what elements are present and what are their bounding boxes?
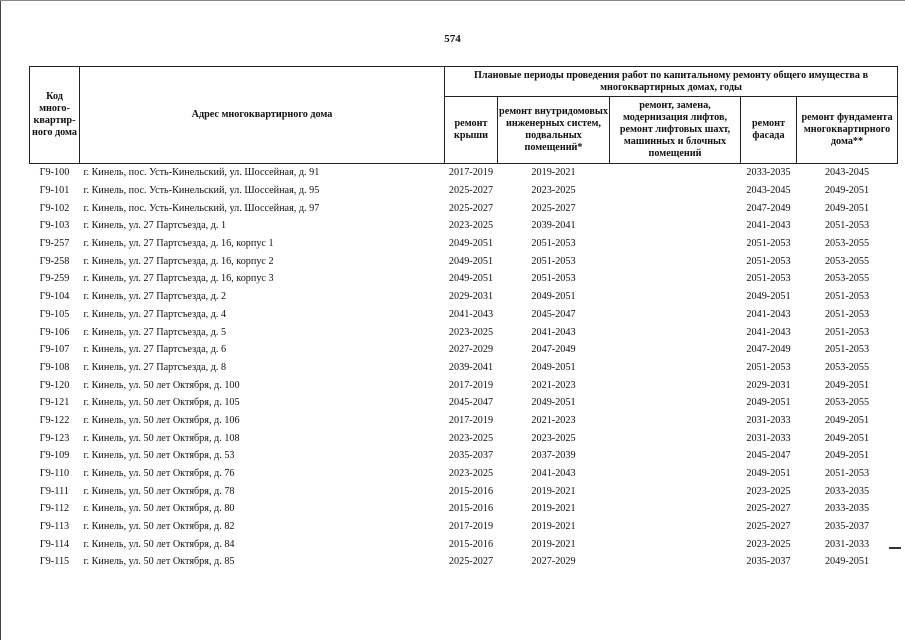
table-body — [30, 164, 898, 571]
cell-systems: 2051-2053 — [531, 238, 576, 250]
cell-roof: 2015-2016 — [448, 485, 494, 497]
cell-code: Г9-120 — [39, 379, 70, 391]
cell-roof: 2025-2027 — [448, 185, 494, 197]
table-row — [30, 535, 898, 553]
cell-facade: 2047-2049 — [746, 202, 791, 214]
cell-foundation: 2053-2055 — [824, 255, 870, 267]
cell-systems: 2049-2051 — [531, 361, 576, 373]
table-row — [30, 323, 898, 341]
cell-roof: 2049-2051 — [448, 273, 494, 285]
cell-systems: 2023-2025 — [531, 185, 576, 197]
page-edge-left — [0, 0, 1, 640]
cell-foundation: 2051-2053 — [824, 308, 870, 320]
cell-code: Г9-113 — [39, 521, 70, 533]
cell-lifts — [610, 553, 741, 571]
cell-lifts — [610, 500, 741, 518]
cell-facade: 2051-2053 — [746, 273, 791, 285]
cell-lifts — [610, 394, 741, 412]
cell-facade: 2043-2045 — [746, 185, 791, 197]
cell-systems: 2051-2053 — [531, 255, 576, 267]
cell-foundation: 2035-2037 — [824, 521, 870, 533]
cell-facade: 2023-2025 — [746, 538, 791, 550]
cell-facade: 2041-2043 — [746, 326, 791, 338]
cell-lifts — [610, 235, 741, 253]
cell-facade: 2051-2053 — [746, 361, 791, 373]
cell-systems: 2027-2029 — [531, 556, 576, 568]
cell-facade: 2033-2035 — [746, 167, 791, 179]
cell-lifts — [610, 376, 741, 394]
cell-foundation: 2053-2055 — [824, 361, 870, 373]
cell-roof: 2049-2051 — [448, 255, 494, 267]
cell-facade: 2049-2051 — [746, 291, 791, 303]
capital-repair-schedule-table — [29, 66, 898, 571]
cell-code: Г9-102 — [39, 202, 70, 214]
cell-foundation: 2051-2053 — [824, 326, 870, 338]
cell-code: Г9-258 — [39, 255, 70, 267]
cell-roof: 2041-2043 — [448, 308, 494, 320]
page-edge-top — [0, 0, 905, 1]
table-row — [30, 235, 898, 253]
cell-systems: 2019-2021 — [531, 485, 576, 497]
cell-foundation: 2049-2051 — [824, 414, 870, 426]
cell-code: Г9-121 — [39, 397, 70, 409]
table-header — [30, 67, 898, 164]
cell-address: г. Кинель, ул. 27 Партсъезда, д. 16, корпус 2 — [83, 255, 274, 267]
cell-foundation: 2053-2055 — [824, 238, 870, 250]
table-row — [30, 412, 898, 430]
cell-foundation: 2051-2053 — [824, 291, 870, 303]
cell-roof: 2015-2016 — [448, 503, 494, 515]
cell-code: Г9-101 — [39, 185, 70, 197]
cell-systems: 2019-2021 — [531, 538, 576, 550]
cell-code: Г9-112 — [39, 503, 70, 515]
header-address: Адрес многоквартирного дома — [80, 67, 445, 164]
cell-roof: 2023-2025 — [448, 468, 494, 480]
cell-code: Г9-257 — [39, 238, 70, 250]
table-row — [30, 252, 898, 270]
cell-address: г. Кинель, ул. 27 Партсъезда, д. 2 — [83, 291, 227, 303]
cell-facade: 2051-2053 — [746, 238, 791, 250]
header-code: Код много-квартир-ного дома — [30, 67, 80, 164]
cell-code: Г9-259 — [39, 273, 70, 285]
cell-code: Г9-108 — [39, 361, 70, 373]
cell-roof: 2017-2019 — [448, 379, 494, 391]
cell-address: г. Кинель, пос. Усть-Кинельский, ул. Шоссейная, д. 91 — [83, 167, 320, 179]
cell-code: Г9-122 — [39, 414, 70, 426]
cell-lifts — [610, 447, 741, 465]
cell-roof: 2015-2016 — [448, 538, 494, 550]
cell-lifts — [610, 288, 741, 306]
cell-code: Г9-107 — [39, 344, 70, 356]
cell-foundation: 2051-2053 — [824, 344, 870, 356]
cell-facade: 2035-2037 — [746, 556, 791, 568]
cell-code: Г9-111 — [40, 485, 69, 497]
header-periods-group: Плановые периоды проведения работ по капитальному ремонту общего имущества в многоквартирных домах, годы — [445, 67, 898, 97]
cell-lifts — [610, 482, 741, 500]
cell-systems: 2019-2021 — [531, 167, 576, 179]
header-lifts: ремонт, замена, модернизация лифтов, ремонт лифтовых шахт, машинных и блочных помещений — [610, 97, 741, 164]
cell-systems: 2025-2027 — [531, 202, 576, 214]
cell-roof: 2039-2041 — [448, 361, 494, 373]
cell-facade: 2045-2047 — [746, 450, 791, 462]
cell-roof: 2045-2047 — [448, 397, 494, 409]
cell-code: Г9-103 — [39, 220, 70, 232]
table-row — [30, 341, 898, 359]
table-row — [30, 518, 898, 536]
cell-code: Г9-110 — [39, 468, 70, 480]
cell-lifts — [610, 359, 741, 377]
cell-lifts — [610, 164, 741, 182]
table-row — [30, 429, 898, 447]
cell-facade: 2025-2027 — [746, 521, 791, 533]
cell-facade: 2023-2025 — [746, 485, 791, 497]
table-row — [30, 500, 898, 518]
cell-systems: 2041-2043 — [531, 326, 576, 338]
cell-address: г. Кинель, ул. 27 Партсъезда, д. 16, корпус 3 — [83, 273, 274, 285]
cell-facade: 2031-2033 — [746, 432, 791, 444]
header-systems: ремонт внутридомовых инженерных систем, подвальных помещений* — [498, 97, 610, 164]
cell-address: г. Кинель, ул. 27 Партсъезда, д. 1 — [83, 220, 227, 232]
cell-lifts — [610, 182, 741, 200]
cell-roof: 2049-2051 — [448, 238, 494, 250]
cell-roof: 2017-2019 — [448, 167, 494, 179]
cell-code: Г9-105 — [39, 308, 70, 320]
cell-roof: 2025-2027 — [448, 202, 494, 214]
table-row — [30, 376, 898, 394]
cell-lifts — [610, 341, 741, 359]
cell-systems: 2023-2025 — [531, 432, 576, 444]
cell-systems: 2021-2023 — [531, 414, 576, 426]
cell-foundation: 2033-2035 — [824, 503, 870, 515]
cell-address: г. Кинель, ул. 50 лет Октября, д. 82 — [83, 521, 235, 533]
cell-address: г. Кинель, ул. 27 Партсъезда, д. 6 — [83, 344, 227, 356]
cell-systems: 2019-2021 — [531, 521, 576, 533]
cell-address: г. Кинель, ул. 50 лет Октября, д. 76 — [83, 468, 235, 480]
cell-code: Г9-115 — [39, 556, 70, 568]
table-row — [30, 306, 898, 324]
cell-foundation: 2049-2051 — [824, 432, 870, 444]
cell-systems: 2037-2039 — [531, 450, 576, 462]
margin-dash-mark — [889, 547, 901, 549]
cell-address: г. Кинель, ул. 27 Партсъезда, д. 16, корпус 1 — [83, 238, 274, 250]
table-row — [30, 465, 898, 483]
cell-foundation: 2031-2033 — [824, 538, 870, 550]
cell-address: г. Кинель, ул. 50 лет Октября, д. 106 — [83, 414, 240, 426]
header-roof: ремонт крыши — [445, 97, 498, 164]
cell-lifts — [610, 465, 741, 483]
page-number: 574 — [444, 33, 461, 45]
cell-code: Г9-109 — [39, 450, 70, 462]
cell-address: г. Кинель, ул. 27 Партсъезда, д. 8 — [83, 361, 227, 373]
cell-lifts — [610, 323, 741, 341]
cell-facade: 2025-2027 — [746, 503, 791, 515]
table-row — [30, 217, 898, 235]
cell-lifts — [610, 412, 741, 430]
cell-address: г. Кинель, пос. Усть-Кинельский, ул. Шоссейная, д. 95 — [83, 185, 320, 197]
table-row — [30, 359, 898, 377]
cell-address: г. Кинель, ул. 50 лет Октября, д. 100 — [83, 379, 240, 391]
cell-lifts — [610, 199, 741, 217]
table-row — [30, 447, 898, 465]
cell-systems: 2019-2021 — [531, 503, 576, 515]
cell-foundation: 2049-2051 — [824, 185, 870, 197]
table-row — [30, 482, 898, 500]
cell-facade: 2049-2051 — [746, 468, 791, 480]
cell-code: Г9-123 — [39, 432, 70, 444]
cell-facade: 2041-2043 — [746, 220, 791, 232]
cell-address: г. Кинель, ул. 50 лет Октября, д. 85 — [83, 556, 235, 568]
cell-roof: 2023-2025 — [448, 432, 494, 444]
table-row — [30, 270, 898, 288]
cell-roof: 2027-2029 — [448, 344, 494, 356]
cell-facade: 2031-2033 — [746, 414, 791, 426]
cell-foundation: 2053-2055 — [824, 397, 870, 409]
cell-systems: 2047-2049 — [531, 344, 576, 356]
cell-address: г. Кинель, ул. 27 Партсъезда, д. 5 — [83, 326, 227, 338]
cell-roof: 2035-2037 — [448, 450, 494, 462]
cell-roof: 2025-2027 — [448, 556, 494, 568]
cell-code: Г9-104 — [39, 291, 70, 303]
cell-lifts — [610, 518, 741, 536]
cell-address: г. Кинель, ул. 50 лет Октября, д. 84 — [83, 538, 235, 550]
cell-systems: 2051-2053 — [531, 273, 576, 285]
table-row — [30, 164, 898, 182]
table-row — [30, 199, 898, 217]
cell-roof: 2029-2031 — [448, 291, 494, 303]
table-row — [30, 288, 898, 306]
cell-systems: 2021-2023 — [531, 379, 576, 391]
cell-code: Г9-100 — [39, 167, 70, 179]
cell-systems: 2045-2047 — [531, 308, 576, 320]
cell-lifts — [610, 429, 741, 447]
cell-facade: 2047-2049 — [746, 344, 791, 356]
table-row — [30, 553, 898, 571]
cell-address: г. Кинель, ул. 50 лет Октября, д. 105 — [83, 397, 240, 409]
cell-code: Г9-114 — [39, 538, 70, 550]
cell-systems: 2041-2043 — [531, 468, 576, 480]
cell-address: г. Кинель, пос. Усть-Кинельский, ул. Шоссейная, д. 97 — [83, 202, 320, 214]
header-foundation: ремонт фундамента многоквартирного дома** — [797, 97, 898, 164]
cell-foundation: 2051-2053 — [824, 220, 870, 232]
cell-address: г. Кинель, ул. 50 лет Октября, д. 53 — [83, 450, 235, 462]
table-row — [30, 182, 898, 200]
cell-roof: 2023-2025 — [448, 220, 494, 232]
cell-lifts — [610, 217, 741, 235]
cell-address: г. Кинель, ул. 50 лет Октября, д. 80 — [83, 503, 235, 515]
table-row — [30, 394, 898, 412]
cell-facade: 2049-2051 — [746, 397, 791, 409]
cell-foundation: 2033-2035 — [824, 485, 870, 497]
cell-systems: 2049-2051 — [531, 397, 576, 409]
cell-foundation: 2049-2051 — [824, 202, 870, 214]
cell-address: г. Кинель, ул. 27 Партсъезда, д. 4 — [83, 308, 227, 320]
cell-lifts — [610, 535, 741, 553]
cell-address: г. Кинель, ул. 50 лет Октября, д. 78 — [83, 485, 235, 497]
cell-roof: 2017-2019 — [448, 521, 494, 533]
cell-systems: 2039-2041 — [531, 220, 576, 232]
cell-facade: 2041-2043 — [746, 308, 791, 320]
header-facade: ремонт фасада — [741, 97, 797, 164]
cell-foundation: 2051-2053 — [824, 468, 870, 480]
cell-facade: 2029-2031 — [746, 379, 791, 391]
cell-roof: 2017-2019 — [448, 414, 494, 426]
cell-lifts — [610, 252, 741, 270]
cell-foundation: 2043-2045 — [824, 167, 870, 179]
cell-foundation: 2049-2051 — [824, 379, 870, 391]
cell-systems: 2049-2051 — [531, 291, 576, 303]
cell-roof: 2023-2025 — [448, 326, 494, 338]
cell-code: Г9-106 — [39, 326, 70, 338]
cell-foundation: 2049-2051 — [824, 556, 870, 568]
cell-lifts — [610, 306, 741, 324]
cell-address: г. Кинель, ул. 50 лет Октября, д. 108 — [83, 432, 240, 444]
cell-facade: 2051-2053 — [746, 255, 791, 267]
cell-foundation: 2049-2051 — [824, 450, 870, 462]
cell-lifts — [610, 270, 741, 288]
cell-foundation: 2053-2055 — [824, 273, 870, 285]
